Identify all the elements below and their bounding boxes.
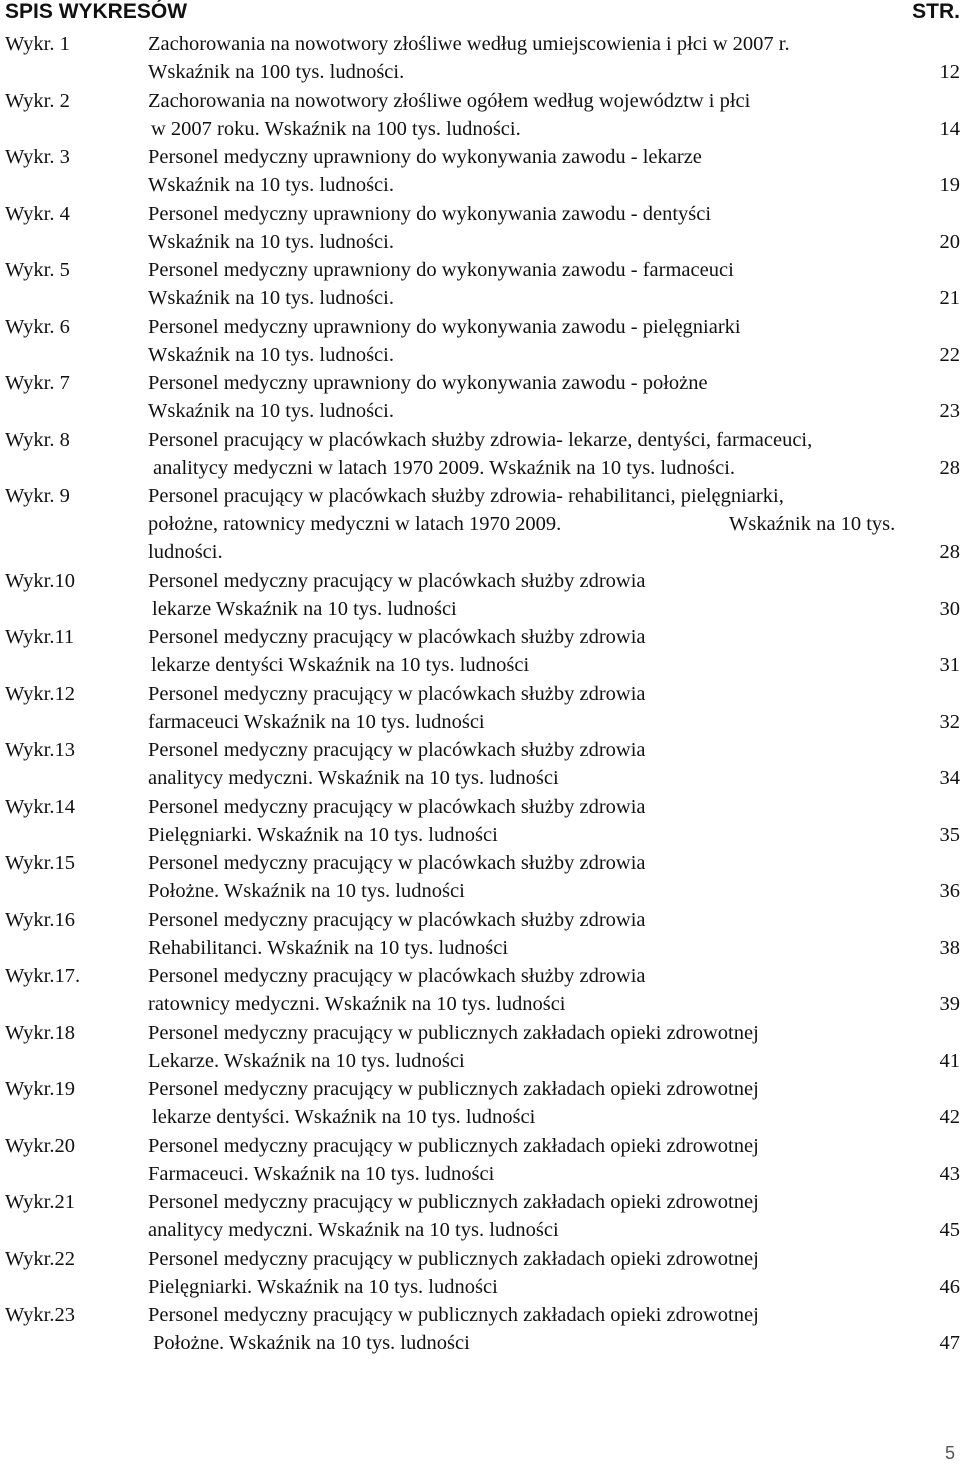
figure-title: Personel medyczny pracujący w publicznych zakładach opieki zdrowotnej [148,1247,759,1270]
figure-subtitle-continued: Wskaźnik na 10 tys. [729,513,896,535]
figure-label: Wykr. 8 [5,428,70,451]
figure-title: Personel medyczny pracujący w placówkach służby zdrowia [148,569,646,592]
figure-title: Personel medyczny uprawniony do wykonywania zawodu - farmaceuci [148,259,734,281]
figure-title: Personel medyczny pracujący w publicznych zakładach opieki zdrowotnej [148,1134,759,1157]
page-reference: 21 [939,287,960,309]
page-reference: 35 [939,823,960,846]
figure-subtitle: Wskaźnik na 10 tys. ludności. [148,230,394,253]
figure-title: Zachorowania na nowotwory złośliwe ogółem według województw i płci [148,89,751,112]
figure-title: Personel medyczny pracujący w placówkach służby zdrowia [148,965,646,987]
figure-subtitle: Położne. Wskaźnik na 10 tys. ludności [153,1332,470,1354]
page-reference: 38 [939,936,960,959]
figure-title: Personel medyczny pracujący w placówkach służby zdrowia [148,739,646,761]
figure-label: Wykr.16 [5,908,75,931]
figure-title: Personel pracujący w placówkach służby zdrowia- rehabilitanci, pielęgniarki, [148,485,784,507]
page-reference: 20 [939,230,960,253]
figure-title: Personel medyczny uprawniony do wykonywania zawodu - położne [148,372,708,394]
page-reference: 28 [939,541,960,563]
figure-title: Personel medyczny uprawniony do wykonywania zawodu - lekarze [148,146,702,168]
figure-label: Wykr.19 [5,1078,75,1100]
figure-subtitle: Wskaźnik na 10 tys. ludności. [148,287,394,309]
figure-subtitle: Rehabilitanci. Wskaźnik na 10 tys. ludności [148,936,509,959]
page-reference: 47 [939,1332,960,1354]
figure-title: Personel pracujący w placówkach służby zdrowia- lekarze, dentyści, farmaceuci, [148,428,813,451]
figure-label: Wykr.14 [5,795,75,818]
page-reference: 19 [939,174,960,196]
page-reference: 32 [939,710,960,733]
figure-label: Wykr. 7 [5,372,70,394]
figure-subtitle: farmaceuci Wskaźnik na 10 tys. ludności [148,710,485,733]
page-reference: 39 [939,993,960,1015]
figure-label: Wykr.22 [5,1247,75,1270]
page-reference: 43 [939,1162,960,1185]
figure-title: Personel medyczny pracujący w publicznych zakładach opieki zdrowotnej [148,1191,759,1213]
figure-title: Personel medyczny pracujący w placówkach służby zdrowia [148,626,646,648]
page-reference: 28 [939,456,960,479]
figure-subtitle: lekarze Wskaźnik na 10 tys. ludności [152,597,457,620]
page-column-heading: STR. [912,0,960,23]
page-reference: 23 [939,400,960,422]
figure-subtitle-end: ludności. [148,541,223,563]
figure-subtitle: Wskaźnik na 10 tys. ludności. [148,174,394,196]
figure-label: Wykr. 4 [5,202,70,225]
figure-title: Personel medyczny uprawniony do wykonywania zawodu - pielęgniarki [148,315,741,338]
page-reference: 45 [939,1219,960,1241]
figure-title: Personel medyczny pracujący w publicznych zakładach opieki zdrowotnej [148,1304,759,1326]
figure-label: Wykr.15 [5,852,75,874]
figure-title: Personel medyczny pracujący w placówkach służby zdrowia [148,908,646,931]
figure-label: Wykr.20 [5,1134,75,1157]
figure-title: Personel medyczny pracujący w placówkach służby zdrowia [148,852,646,874]
figure-title: Personel medyczny pracujący w placówkach służby zdrowia [148,682,646,705]
figure-subtitle: położne, ratownicy medyczni w latach 1970 2009. [148,513,562,535]
page-reference: 30 [939,597,960,620]
figure-subtitle: w 2007 roku. Wskaźnik na 100 tys. ludności. [151,117,521,140]
page-reference: 36 [939,880,960,902]
page-reference: 14 [939,117,960,140]
page-reference: 12 [939,61,960,83]
figure-subtitle: ratownicy medyczni. Wskaźnik na 10 tys. ludności [148,993,566,1015]
figure-subtitle: Wskaźnik na 10 tys. ludności. [148,400,394,422]
figure-label: Wykr. 1 [5,33,70,55]
figure-subtitle: Lekarze. Wskaźnik na 10 tys. ludności [148,1049,465,1072]
toc-title: SPIS WYKRESÓW [5,0,188,23]
page-reference: 42 [939,1106,960,1128]
figure-title: Zachorowania na nowotwory złośliwe według umiejscowienia i płci w 2007 r. [148,33,790,55]
figure-subtitle: Wskaźnik na 100 tys. ludności. [148,61,405,83]
figure-label: Wykr. 2 [5,89,70,112]
page-reference: 31 [939,654,960,676]
page-reference: 22 [939,343,960,366]
page-reference: 46 [939,1275,960,1298]
figure-label: Wykr.21 [5,1191,75,1213]
figure-label: Wykr. 3 [5,146,70,168]
figure-subtitle: lekarze dentyści. Wskaźnik na 10 tys. ludności [152,1106,536,1128]
figure-subtitle: Wskaźnik na 10 tys. ludności. [148,343,394,366]
toc-header [5,0,960,28]
figure-title: Personel medyczny pracujący w publicznych zakładach opieki zdrowotnej [148,1021,759,1044]
figure-label: Wykr.12 [5,682,75,705]
figure-title: Personel medyczny uprawniony do wykonywania zawodu - dentyści [148,202,712,225]
figure-subtitle: analitycy medyczni. Wskaźnik na 10 tys. ludności [148,767,559,789]
figure-subtitle: analitycy medyczni w latach 1970 2009. Wskaźnik na 10 tys. ludności. [153,456,736,479]
figure-subtitle: Farmaceuci. Wskaźnik na 10 tys. ludności [148,1162,495,1185]
figure-subtitle: analitycy medyczni. Wskaźnik na 10 tys. ludności [148,1219,559,1241]
page-number: 5 [944,1443,955,1463]
figure-label: Wykr.11 [5,626,75,648]
figure-label: Wykr.17. [5,965,81,987]
figure-title: Personel medyczny pracujący w publicznych zakładach opieki zdrowotnej [148,1078,759,1100]
figure-label: Wykr. 9 [5,485,70,507]
figure-subtitle: Położne. Wskaźnik na 10 tys. ludności [148,880,465,902]
figure-label: Wykr.18 [5,1021,75,1044]
page-reference: 41 [939,1049,960,1072]
figure-subtitle: lekarze dentyści Wskaźnik na 10 tys. ludności [151,654,530,676]
figure-label: Wykr.10 [5,569,75,592]
figure-label: Wykr.13 [5,739,75,761]
figure-label: Wykr. 5 [5,259,70,281]
figure-label: Wykr.23 [5,1304,75,1326]
page-reference: 34 [939,767,960,789]
figure-subtitle: Pielęgniarki. Wskaźnik na 10 tys. ludności [148,823,498,846]
figure-title: Personel medyczny pracujący w placówkach służby zdrowia [148,795,646,818]
figure-subtitle: Pielęgniarki. Wskaźnik na 10 tys. ludności [148,1275,498,1298]
figure-label: Wykr. 6 [5,315,70,338]
